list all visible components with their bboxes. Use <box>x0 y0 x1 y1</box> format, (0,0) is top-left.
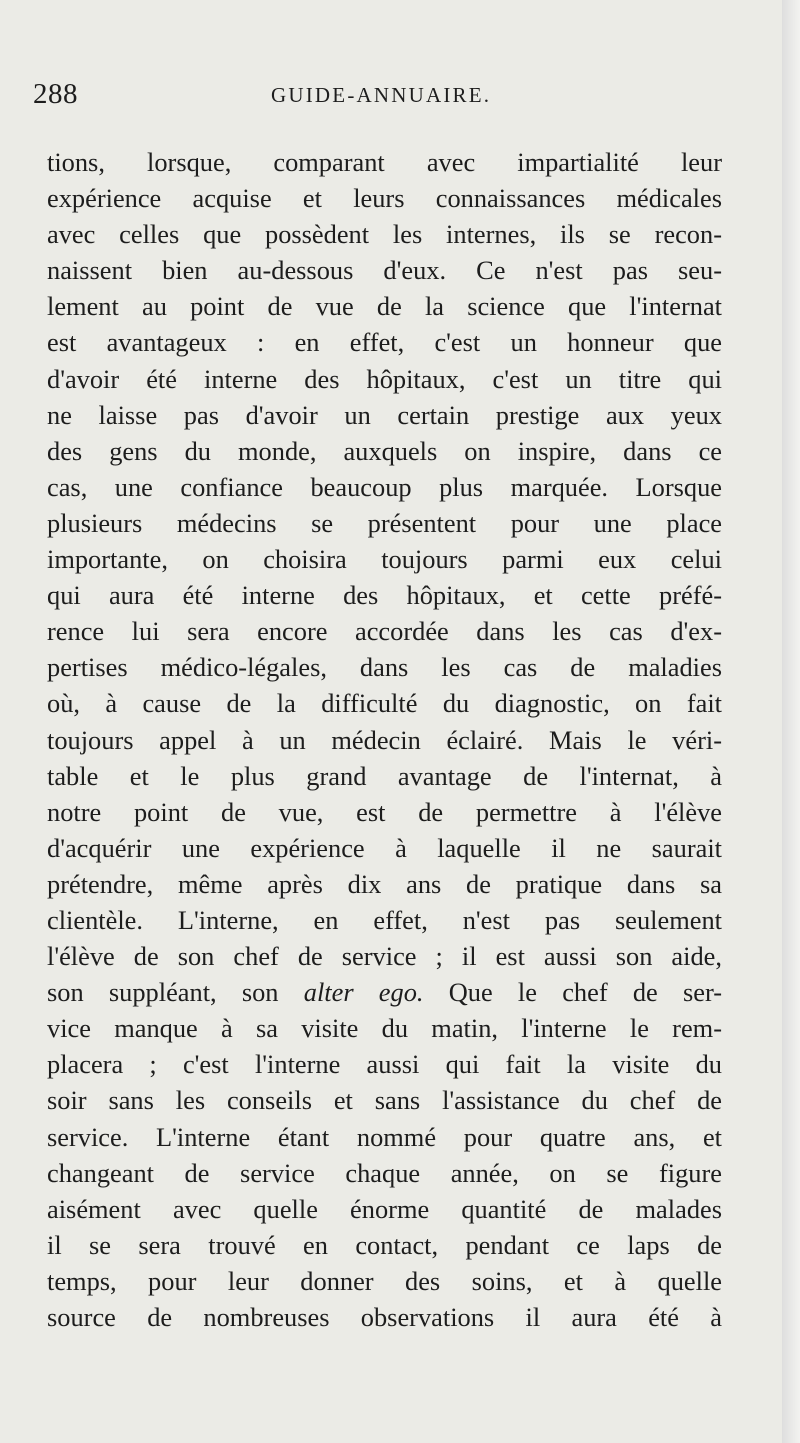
text-line: rence lui sera encore accordée dans les cas d'ex- <box>47 616 722 647</box>
text-line: table et le plus grand avantage de l'internat, à <box>47 760 722 791</box>
text-line: expérience acquise et leurs connaissances médicales <box>47 183 722 214</box>
text-line: plusieurs médecins se présentent pour une place <box>47 507 722 538</box>
text-line: pertises médico-légales, dans les cas de maladies <box>47 652 722 683</box>
text-line: aisément avec quelle énorme quantité de malades <box>47 1193 722 1224</box>
text-line: cas, une confiance beaucoup plus marquée. Lorsque <box>47 471 722 502</box>
text-line: toujours appel à un médecin éclairé. Mais le véri- <box>47 724 722 755</box>
text-line: ne laisse pas d'avoir un certain prestige aux yeux <box>47 399 722 430</box>
text-line-with-italic <box>47 974 722 1010</box>
text-line: vice manque à sa visite du matin, l'interne le rem- <box>47 1013 722 1044</box>
running-head: GUIDE-ANNUAIRE. <box>271 83 492 107</box>
text-line: il se sera trouvé en contact, pendant ce laps de <box>47 1229 722 1260</box>
text-line: notre point de vue, est de permettre à l'élève <box>47 796 722 827</box>
text-line: qui aura été interne des hôpitaux, et cette préfé- <box>47 580 722 611</box>
text-line: importante, on choisira toujours parmi eux celui <box>47 544 722 575</box>
text-line: source de nombreuses observations il aura été à <box>47 1302 722 1332</box>
text-line: lement au point de vue de la science que l'internat <box>47 291 722 322</box>
text-line: l'élève de son chef de service ; il est aussi son aide, <box>47 941 722 972</box>
text-line: temps, pour leur donner des soins, et à quelle <box>47 1265 722 1296</box>
italic-phrase: alter ego. <box>303 977 424 1008</box>
text-line: service. L'interne étant nommé pour quatre ans, et <box>47 1121 722 1152</box>
text-line: avec celles que possèdent les internes, ils se recon- <box>47 219 722 250</box>
page-number: 288 <box>33 78 78 110</box>
text-line: naissent bien au-dessous d'eux. Ce n'est pas seu- <box>47 255 722 286</box>
text-line: placera ; c'est l'interne aussi qui fait la visite du <box>47 1049 722 1080</box>
text-line: est avantageux : en effet, c'est un honneur que <box>47 327 722 358</box>
text-line: prétendre, même après dix ans de pratique dans sa <box>47 868 722 899</box>
text-line: des gens du monde, auxquels on inspire, dans ce <box>47 435 722 466</box>
text-segment: Que le chef de ser- <box>448 977 722 1008</box>
text-line: d'acquérir une expérience à laquelle il ne saurait <box>47 832 722 863</box>
text-line: tions, lorsque, comparant avec impartialité leur <box>47 147 722 177</box>
text-line: clientèle. L'interne, en effet, n'est pas seulement <box>47 904 722 935</box>
page-header <box>33 78 733 118</box>
body-text <box>47 144 722 1335</box>
text-segment: son suppléant, son <box>47 977 279 1008</box>
page-edge <box>782 0 800 1443</box>
text-line: où, à cause de la difficulté du diagnostic, on fait <box>47 688 722 719</box>
text-line: d'avoir été interne des hôpitaux, c'est un titre qui <box>47 363 722 394</box>
text-line: soir sans les conseils et sans l'assistance du chef de <box>47 1085 722 1116</box>
text-line: changeant de service chaque année, on se figure <box>47 1157 722 1188</box>
